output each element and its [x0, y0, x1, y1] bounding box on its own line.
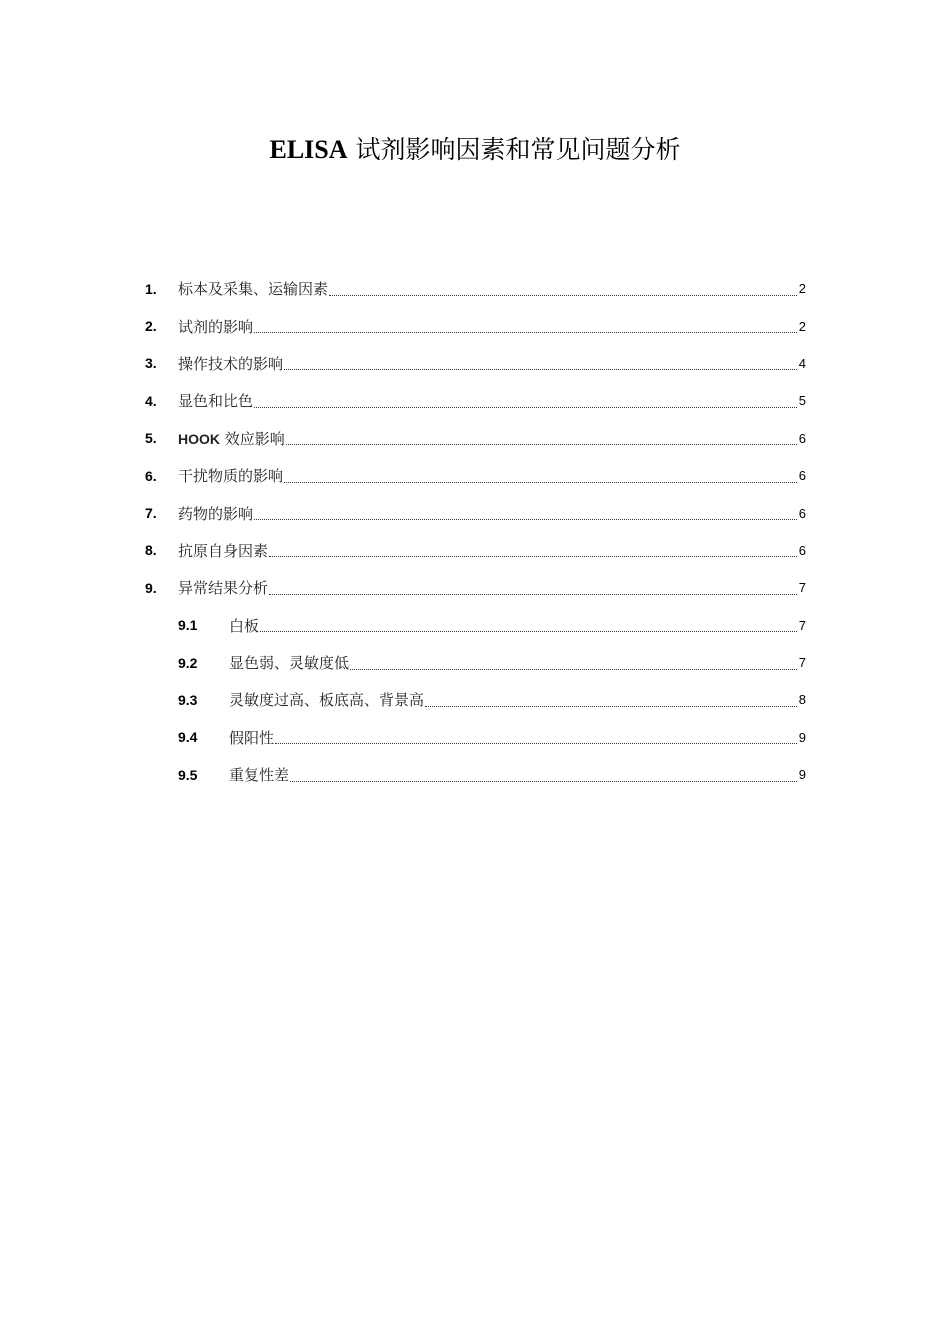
toc-entry-number: 9.3	[178, 691, 198, 708]
toc-entry[interactable]	[145, 681, 806, 718]
toc-entry-page-number: 9	[798, 729, 806, 745]
toc-entry-title: 标本及采集、运输因素	[178, 280, 329, 299]
toc-entry-page-number: 7	[798, 655, 806, 671]
title-latin: ELISA	[269, 135, 348, 164]
toc-entry[interactable]	[145, 756, 806, 793]
toc-entry-page-number: 2	[798, 281, 806, 297]
toc-entry-title: 显色弱、灵敏度低	[229, 654, 350, 673]
toc-entry-number: 9.1	[178, 617, 198, 634]
toc-dot-leader	[254, 331, 797, 333]
toc-dot-leader	[269, 593, 797, 595]
toc-entry-page-number: 4	[798, 355, 806, 371]
toc-entry-number: 9.2	[178, 654, 198, 671]
toc-dot-leader	[350, 668, 797, 670]
toc-entry-number: 9.5	[178, 766, 198, 783]
toc-entry-number: 7.	[145, 505, 157, 522]
toc-entry-page-number: 6	[798, 542, 806, 558]
toc-entry[interactable]	[145, 494, 806, 531]
toc-dot-leader	[284, 481, 797, 483]
document-title	[0, 132, 950, 168]
toc-entry-page-number: 7	[798, 617, 806, 633]
title-text: 试剂影响因素和常见问题分析	[347, 135, 681, 164]
toc-entry[interactable]	[145, 270, 806, 307]
toc-dot-leader	[329, 294, 797, 296]
toc-entry[interactable]	[145, 719, 806, 756]
toc-entry[interactable]	[145, 420, 806, 457]
toc-entry-page-number: 6	[798, 468, 806, 484]
toc-entry[interactable]	[145, 345, 806, 382]
toc-entry-title: 重复性差	[229, 766, 290, 785]
toc-entry-page-number: 6	[798, 505, 806, 521]
toc-entry-page-number: 8	[798, 692, 806, 708]
toc-dot-leader	[254, 406, 797, 408]
toc-entry[interactable]	[145, 569, 806, 606]
toc-dot-leader	[260, 630, 797, 632]
toc-entry-number: 8.	[145, 542, 157, 559]
toc-entry[interactable]	[145, 644, 806, 681]
toc-entry-page-number: 6	[798, 430, 806, 446]
toc-entry-page-number: 9	[798, 767, 806, 783]
toc-entry-title: 试剂的影响	[178, 317, 254, 336]
toc-dot-leader	[275, 742, 797, 744]
toc-entry-title: 假阳性	[229, 728, 275, 747]
toc-entry[interactable]	[145, 307, 806, 344]
toc-entry[interactable]	[145, 532, 806, 569]
toc-dot-leader	[269, 555, 797, 557]
toc-entry-title: 白板	[229, 616, 260, 635]
toc-entry-number: 9.	[145, 579, 157, 596]
toc-entry[interactable]	[145, 607, 806, 644]
toc-entry-number: 5.	[145, 430, 157, 447]
toc-entry-title: 异常结果分析	[178, 579, 269, 598]
toc-entry-page-number: 7	[798, 580, 806, 596]
toc-dot-leader	[290, 780, 797, 782]
toc-entry-title: 显色和比色	[178, 392, 254, 411]
toc-entry-title: 操作技术的影响	[178, 354, 284, 373]
toc-entry-number: 9.4	[178, 729, 198, 746]
toc-entry-title	[178, 428, 285, 449]
toc-dot-leader	[284, 368, 797, 370]
toc-entry-title-rest: 效应影响	[220, 429, 285, 448]
toc-entry-page-number: 5	[798, 393, 806, 409]
toc-entry-title: 抗原自身因素	[178, 541, 269, 560]
toc-entry-number: 3.	[145, 355, 157, 372]
toc-entry[interactable]	[145, 382, 806, 419]
toc-entry[interactable]	[145, 457, 806, 494]
toc-entry-title: 干扰物质的影响	[178, 467, 284, 486]
toc-entry-number: 2.	[145, 318, 157, 335]
toc-entry-title: 药物的影响	[178, 504, 254, 523]
toc-entry-title: 灵敏度过高、板底高、背景高	[229, 691, 425, 710]
toc-dot-leader	[425, 705, 797, 707]
toc-dot-leader	[286, 443, 797, 445]
toc-entry-number: 4.	[145, 392, 157, 409]
toc-dot-leader	[254, 518, 797, 520]
toc-entry-number: 1.	[145, 280, 157, 297]
toc-entry-number: 6.	[145, 467, 157, 484]
table-of-contents	[145, 270, 806, 793]
toc-entry-page-number: 2	[798, 318, 806, 334]
toc-entry-title-latin: HOOK	[178, 430, 220, 447]
